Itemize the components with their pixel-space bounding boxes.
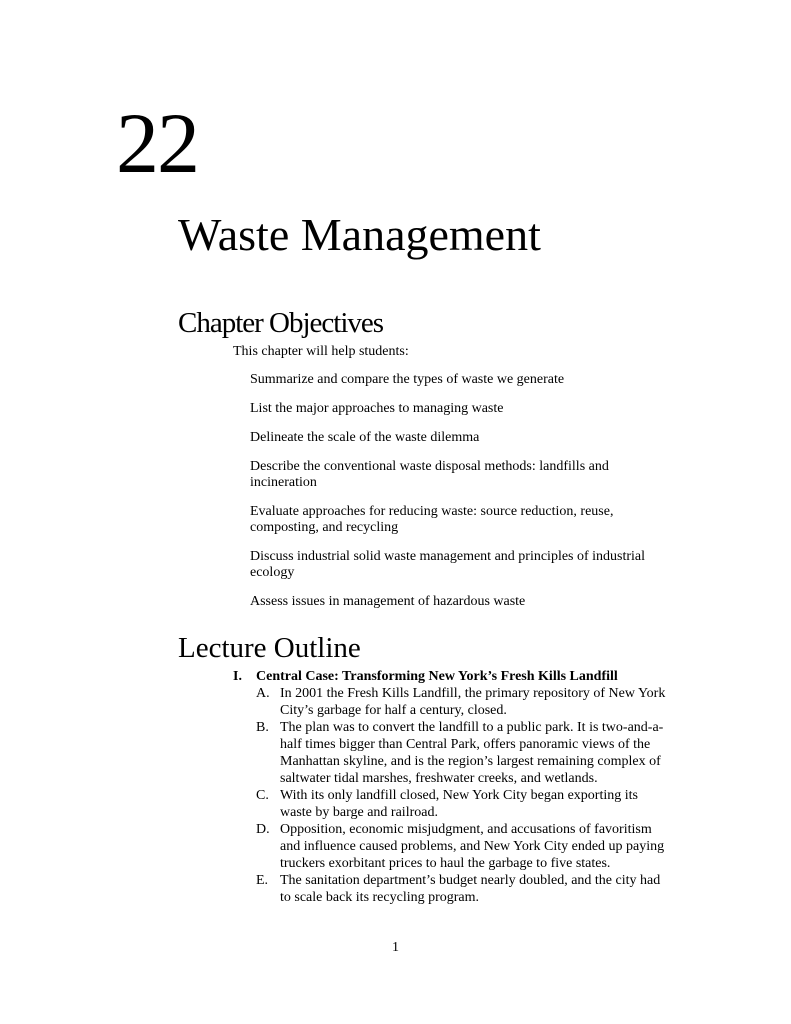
outline-item (256, 685, 673, 719)
outline-item-marker: D. (256, 822, 270, 837)
outline-section-heading (233, 668, 673, 685)
outline-item-marker: E. (256, 873, 269, 888)
outline-subitems (256, 685, 673, 906)
outline-item-text: The sanitation department’s budget nearly doubled, and the city had to scale back its recycling program. (280, 873, 661, 905)
chapter-title: Waste Management (178, 209, 541, 260)
objective-item: Summarize and compare the types of waste we generate (250, 372, 565, 387)
outline-item-text: In 2001 the Fresh Kills Landfill, the primary repository of New York City’s garbage for half a century, closed. (280, 686, 666, 718)
objective-item: Delineate the scale of the waste dilemma (250, 430, 480, 445)
outline-item-text: With its only landfill closed, New York City began exporting its waste by barge and railroad. (280, 788, 638, 820)
chapter-number: 22 (116, 95, 198, 191)
objectives-heading: Chapter Objectives (178, 307, 384, 339)
outline-item-marker: C. (256, 788, 269, 803)
outline-section-marker: I. (233, 669, 242, 684)
objectives-intro: This chapter will help students: (233, 344, 409, 359)
outline-item-marker: A. (256, 686, 270, 701)
objective-item: Discuss industrial solid waste management and principles of industrial ecology (250, 549, 646, 580)
outline-section-title: Central Case: Transforming New York’s Fresh Kills Landfill (256, 669, 618, 684)
objective-item: Evaluate approaches for reducing waste: source reduction, reuse, composting, and recycling (250, 504, 614, 535)
objective-item: Describe the conventional waste disposal methods: landfills and incineration (250, 459, 609, 490)
objectives-list (250, 372, 670, 623)
outline-item (256, 787, 673, 821)
page-number: 1 (392, 940, 399, 955)
outline-item-marker: B. (256, 720, 269, 735)
outline-item (256, 821, 673, 872)
lecture-outline (233, 668, 673, 906)
outline-item (256, 719, 673, 787)
objective-item: Assess issues in management of hazardous waste (250, 594, 526, 609)
outline-item-text: Opposition, economic misjudgment, and accusations of favoritism and influence caused problems, and New York City ended up paying truckers exorbitant prices to haul the garbage to five states. (280, 822, 665, 871)
outline-item-text: The plan was to convert the landfill to a public park. It is two-and-a-half times bigger than Central Park, offers panoramic views of the Manhattan skyline, and is the region’s largest remaining complex of saltwater tidal marshes, freshwater creeks, and wetlands. (280, 720, 664, 786)
outline-item (256, 872, 673, 906)
outline-heading: Lecture Outline (178, 632, 361, 664)
objective-item: List the major approaches to managing waste (250, 401, 504, 416)
